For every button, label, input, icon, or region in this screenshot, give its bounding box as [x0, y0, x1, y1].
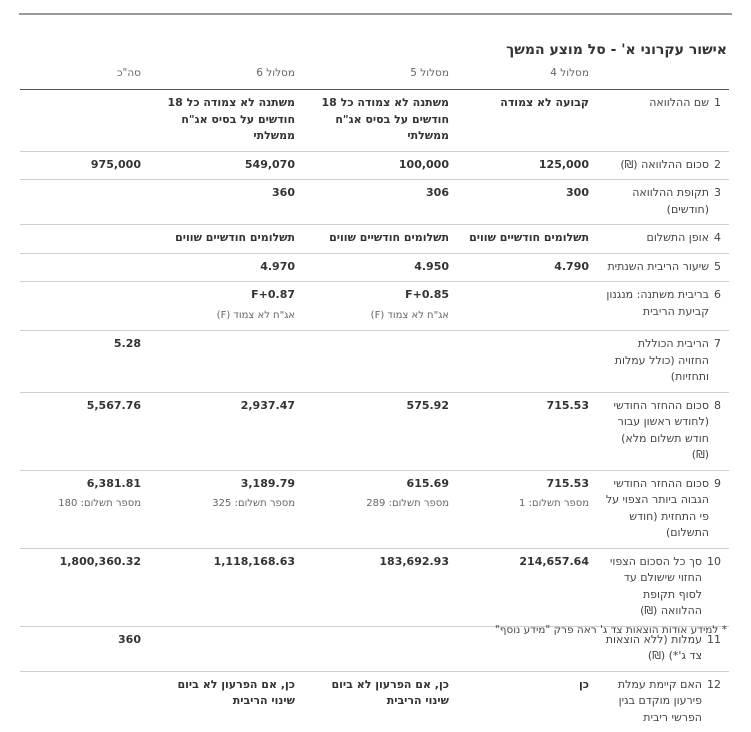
cell-value: 4.950: [414, 259, 449, 273]
cell-value: כן, אם הפרעון לא ביום שינוי הריבית: [331, 677, 449, 707]
row-label-cell: [597, 548, 729, 626]
cell-track-6: [149, 671, 303, 732]
cell-track-4: [457, 470, 597, 548]
cell-total: [20, 548, 149, 626]
cell-track-5: [303, 151, 457, 180]
cell-value: 5.28: [113, 337, 141, 350]
row-label-cell: [597, 151, 729, 180]
cell-value: 300: [566, 186, 589, 199]
cell-track-5: [303, 253, 457, 282]
row-label: הריבית הכוללת החזויה (כולל עמלות ותחזיות): [614, 337, 709, 383]
cell-value: 549,070: [244, 157, 295, 171]
row-label: סכום ההחזר החודשי (לחודש ראשון עבור חודש תשלום מלא) (₪): [613, 398, 709, 461]
cell-value: 4.790: [554, 259, 589, 273]
cell-subnote: מספר תשלום: 1: [519, 498, 589, 509]
cell-value: כן, אם הפרעון לא ביום שינוי הריבית: [177, 677, 295, 707]
table-header-row: [20, 63, 729, 90]
cell-subnote: אג"ח לא צמוד (F): [370, 309, 449, 321]
row-number: 7: [714, 337, 721, 350]
header-track-6: מסלול 6: [149, 63, 303, 90]
cell-value: 1,800,360.32: [59, 554, 141, 568]
cell-total: [20, 180, 149, 225]
header-total: סה"כ: [20, 63, 149, 90]
cell-subnote: מספר תשלום: 325: [212, 498, 295, 509]
cell-value: 360: [272, 186, 295, 199]
cell-track-5: [303, 671, 457, 732]
cell-total: [20, 331, 149, 393]
cell-value: כן: [578, 677, 589, 691]
table-row: [20, 470, 729, 548]
cell-value: 100,000: [398, 157, 449, 171]
cell-value: תשלומים חודשיים שווים: [329, 231, 449, 244]
table-row: [20, 151, 729, 180]
cell-track-4: [457, 151, 597, 180]
table-row: [20, 671, 729, 732]
row-label-cell: [597, 282, 729, 331]
cell-subnote: מספר תשלום: 289: [366, 498, 449, 509]
header-label-col: [597, 63, 729, 90]
cell-total: [20, 90, 149, 152]
cell-total: [20, 282, 149, 331]
row-number: 5: [714, 259, 721, 273]
cell-total: [20, 671, 149, 732]
row-number: 12: [707, 677, 721, 691]
cell-track-5: [303, 225, 457, 254]
cell-value: 214,657.64: [519, 554, 589, 568]
cell-track-5: [303, 180, 457, 225]
row-label-cell: [597, 180, 729, 225]
cell-value: F+0.85: [405, 288, 449, 301]
cell-value: 183,692.93: [379, 554, 449, 568]
row-label: סכום ההחזר החודשי הגבוה ביותר הצפוי על פי התחזית (חודש התשלום): [605, 476, 709, 539]
cell-subnote: אג"ח לא צמוד (F): [216, 309, 295, 321]
cell-track-4: [457, 225, 597, 254]
cell-value: 3,189.79: [240, 476, 295, 490]
cell-total: [20, 151, 149, 180]
cell-track-5: [303, 626, 457, 671]
row-label: סכום ההלוואה (₪): [620, 157, 709, 171]
cell-value: 2,937.47: [240, 398, 295, 412]
cell-track-4: [457, 90, 597, 152]
cell-value: 306: [426, 186, 449, 199]
row-label-cell: [597, 225, 729, 254]
footnote: * למידע אודות הוצאות צד ג' ראה פרק "מידע נוסף": [494, 624, 727, 636]
cell-track-5: [303, 90, 457, 152]
table-row: [20, 90, 729, 152]
cell-track-6: [149, 331, 303, 393]
row-label: תקופת ההלוואה (חודשים): [632, 186, 709, 216]
cell-track-5: [303, 470, 457, 548]
cell-value: 125,000: [538, 157, 589, 171]
cell-value: 360: [118, 632, 141, 646]
cell-track-5: [303, 282, 457, 331]
cell-track-6: [149, 282, 303, 331]
cell-track-6: [149, 180, 303, 225]
cell-track-5: [303, 331, 457, 393]
cell-track-6: [149, 548, 303, 626]
cell-value: 575.92: [406, 398, 449, 412]
row-label: אופן התשלום: [646, 231, 709, 244]
cell-value: משתנה לא צמודה כל 18 חודשים על בסיס אג"ח ממשלתי: [321, 96, 449, 142]
table-row: [20, 282, 729, 331]
cell-total: [20, 253, 149, 282]
cell-track-4: [457, 671, 597, 732]
cell-track-4: [457, 392, 597, 470]
row-label-cell: [597, 470, 729, 548]
row-label-cell: [597, 671, 729, 732]
cell-value: תשלומים חודשיים שווים: [469, 231, 589, 244]
row-label: עמלות (ללא הוצאות צד ג'*) (₪): [605, 632, 702, 662]
row-label: האם קיימת עמלת פירעון מוקדם בגין הפרשי ריבית: [617, 677, 702, 724]
cell-total: [20, 626, 149, 671]
table-row: [20, 392, 729, 470]
row-number: 4: [714, 231, 721, 244]
row-label-cell: [597, 90, 729, 152]
cell-track-6: [149, 470, 303, 548]
cell-total: [20, 225, 149, 254]
cell-track-5: [303, 392, 457, 470]
cell-track-6: [149, 253, 303, 282]
cell-total: [20, 470, 149, 548]
header-track-4: מסלול 4: [457, 63, 597, 90]
table-row: [20, 331, 729, 393]
table-row: [20, 180, 729, 225]
cell-track-4: [457, 331, 597, 393]
row-label-cell: [597, 253, 729, 282]
cell-track-6: [149, 151, 303, 180]
row-number: 9: [714, 476, 721, 490]
row-number: 10: [707, 554, 721, 568]
cell-value: 4.970: [260, 259, 295, 273]
cell-value: 1,118,168.63: [213, 554, 295, 568]
cell-total: [20, 392, 149, 470]
cell-track-6: [149, 626, 303, 671]
row-label: סך כל הסכום הצפוי החזוי שישולם עד לסוף תקופת ההלוואה (₪): [609, 554, 702, 617]
row-number: 2: [714, 157, 721, 171]
table-row: [20, 225, 729, 254]
cell-track-4: [457, 180, 597, 225]
cell-value: 715.53: [546, 398, 589, 412]
top-divider: [19, 13, 732, 15]
cell-value: F+0.87: [251, 288, 295, 301]
row-number: 8: [714, 398, 721, 412]
cell-track-5: [303, 548, 457, 626]
cell-value: 975,000: [90, 157, 141, 171]
header-track-5: מסלול 5: [303, 63, 457, 90]
cell-track-6: [149, 392, 303, 470]
row-label: בריבית משתנה: מנגנון קביעת הריבית: [606, 288, 709, 318]
cell-value: 615.69: [406, 476, 449, 490]
table-row: [20, 253, 729, 282]
row-label: שיעור הריבית השנתית: [607, 259, 709, 273]
row-number: 1: [714, 96, 721, 109]
section-title: אישור עקרוני א' - סל מוצע המשך: [506, 42, 727, 58]
cell-subnote: מספר תשלום: 180: [58, 498, 141, 509]
row-number: 11: [707, 632, 721, 646]
row-number: 6: [714, 288, 721, 301]
cell-value: תשלומים חודשיים שווים: [175, 231, 295, 244]
cell-track-4: [457, 253, 597, 282]
table-row: [20, 548, 729, 626]
cell-value: 6,381.81: [86, 476, 141, 490]
cell-value: קבועה לא צמודה: [500, 96, 589, 109]
cell-track-6: [149, 225, 303, 254]
cell-value: 5,567.76: [86, 398, 141, 412]
cell-track-4: [457, 548, 597, 626]
row-number: 3: [714, 186, 721, 199]
cell-track-4: [457, 282, 597, 331]
row-label-cell: [597, 392, 729, 470]
cell-value: משתנה לא צמודה כל 18 חודשים על בסיס אג"ח ממשלתי: [167, 96, 295, 142]
cell-value: 715.53: [546, 476, 589, 490]
cell-track-6: [149, 90, 303, 152]
row-label-cell: [597, 331, 729, 393]
row-label: שם ההלוואה: [649, 96, 709, 109]
